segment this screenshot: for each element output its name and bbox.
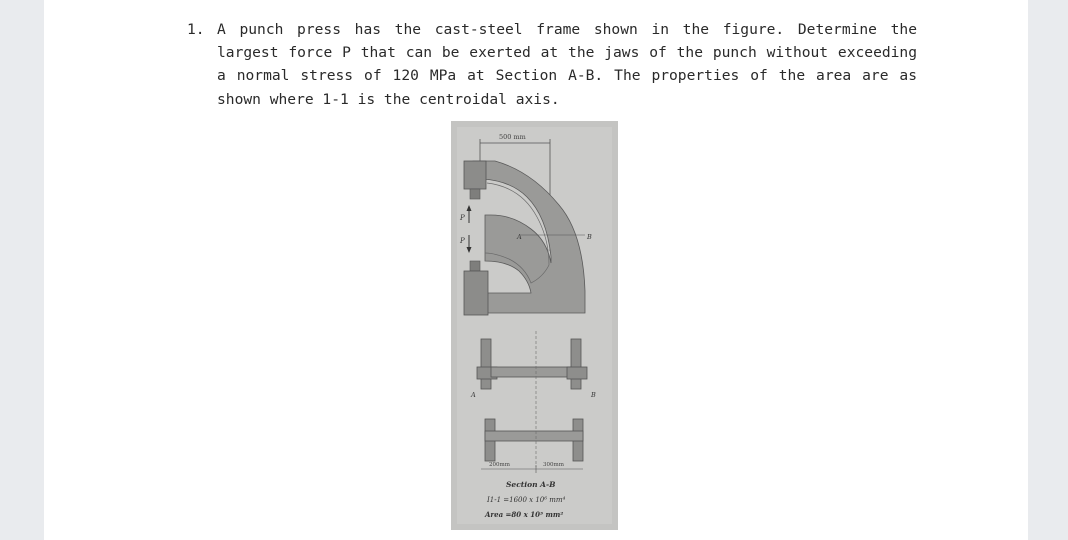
figure-photo <box>451 121 618 530</box>
dim-top-label: 500 mm <box>499 133 526 141</box>
lower-jaw <box>464 271 488 315</box>
dim-right-label: 300mm <box>543 462 564 468</box>
upper-jaw <box>464 161 486 189</box>
label-a-section: A <box>471 391 476 399</box>
punch-press-figure <box>451 121 618 530</box>
label-p-lower: P <box>460 237 465 245</box>
label-b-section: B <box>591 391 596 399</box>
section-title: Section A-B <box>506 480 556 489</box>
problem-number: 1. <box>187 21 205 38</box>
document-page <box>44 0 1028 540</box>
problem-statement <box>187 18 917 111</box>
problem-text: A punch press has the cast-steel frame shown in the figure. Determine the largest force P that can be exerted at the jaws of the punch without exceeding a normal stress of 120 MPa at Section A-B. The properties of the area are as shown where 1-1 is the centroidal axis. <box>217 21 917 108</box>
dim-left-label: 200mm <box>489 462 510 468</box>
label-p-upper: P <box>460 214 465 222</box>
label-a-frame: A <box>517 233 522 241</box>
label-b-frame: B <box>587 233 592 241</box>
area-property: Area =80 x 10³ mm² <box>485 510 564 519</box>
inertia-property: I1-1 =1600 x 10⁶ mm⁴ <box>487 496 566 504</box>
